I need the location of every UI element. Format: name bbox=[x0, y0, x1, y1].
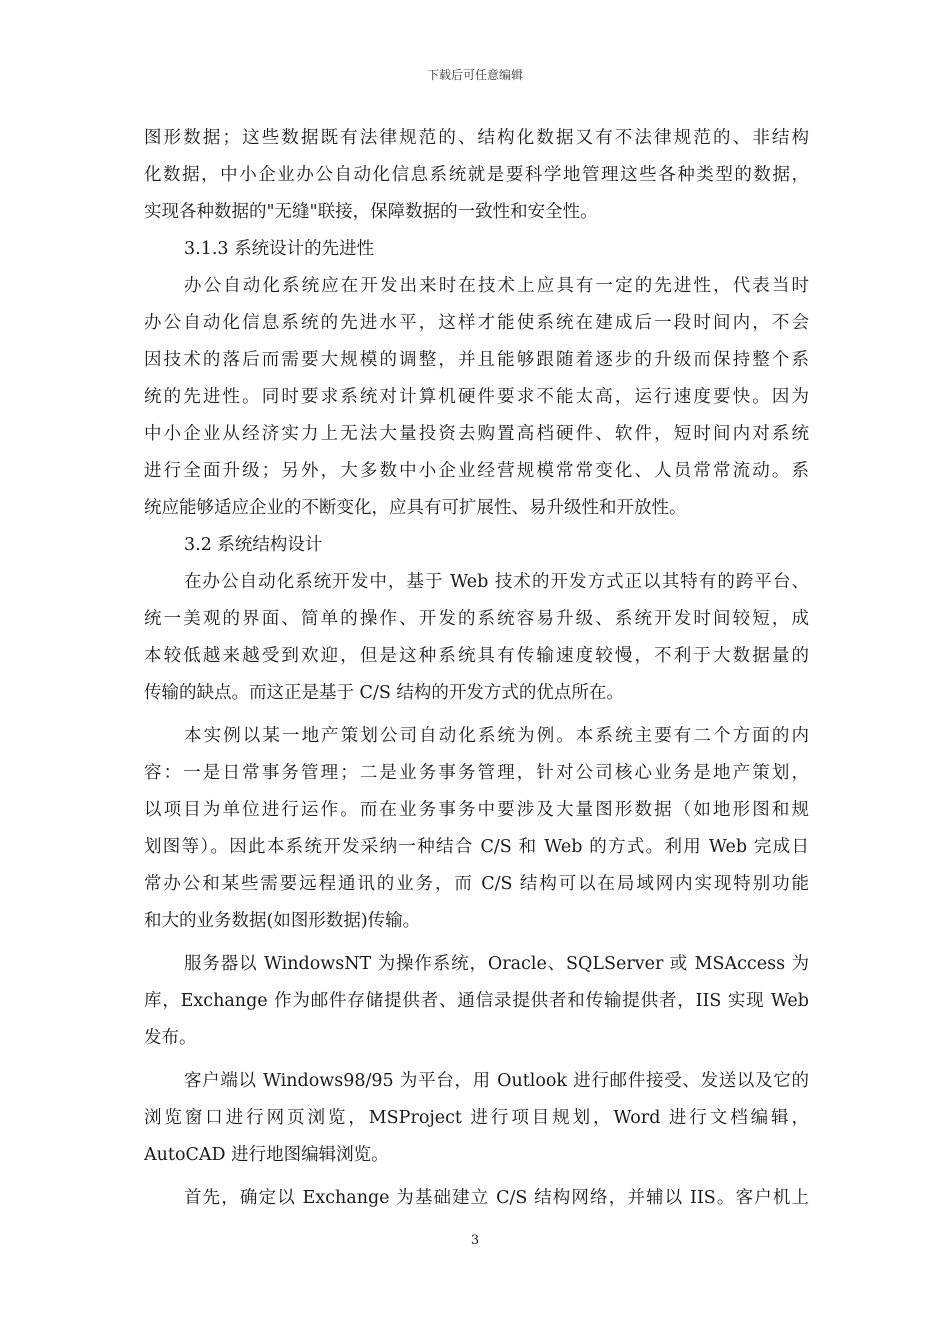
body-line: 容：一是日常事务管理；二是业务事务管理，针对公司核心业务是地产策划， bbox=[144, 763, 809, 783]
body-line: 库，Exchange 作为邮件存储提供者、通信录提供者和传输提供者，IIS 实现 Web bbox=[144, 991, 809, 1011]
body-line: 中小企业从经济实力上无法大量投资去购置高档硬件、软件，短时间内对系统 bbox=[144, 424, 809, 444]
body-line: 化数据，中小企业办公自动化信息系统就是要科学地管理这些各种类型的数据， bbox=[144, 165, 809, 185]
body-line: 本较低越来越受到欢迎，但是这种系统具有传输速度较慢，不利于大数据量的 bbox=[144, 646, 809, 666]
body-line: 传输的缺点。而这正是基于 C/S 结构的开发方式的优点所在。 bbox=[144, 683, 624, 703]
body-line: 在办公自动化系统开发中，基于 Web 技术的开发方式正以其特有的跨平台、 bbox=[184, 572, 809, 592]
body-line: 办公自动化信息系统的先进水平，这样才能使系统在建成后一段时间内，不会 bbox=[144, 313, 809, 333]
body-line: 图形数据；这些数据既有法律规范的、结构化数据又有不法律规范的、非结构 bbox=[144, 128, 809, 148]
body-line: 统的先进性。同时要求系统对计算机硬件要求不能太高，运行速度要快。因为 bbox=[144, 387, 809, 407]
body-line: 和大的业务数据(如图形数据)传输。 bbox=[144, 911, 421, 931]
body-text bbox=[144, 120, 809, 1217]
page-number: 3 bbox=[470, 1233, 480, 1248]
page-header: 下载后可任意编辑 bbox=[426, 68, 523, 82]
body-line: 首先，确定以 Exchange 为基础建立 C/S 结构网络，并辅以 IIS。客户机上 bbox=[184, 1188, 809, 1208]
body-line: 进行全面升级；另外，大多数中小企业经营规模常常变化、人员常常流动。系 bbox=[144, 461, 809, 481]
body-line: 常办公和某些需要远程通讯的业务，而 C/S 结构可以在局域网内实现特别功能 bbox=[144, 874, 809, 894]
body-line: 划图等）。因此本系统开发采纳一种结合 C/S 和 Web 的方式。利用 Web 完成日 bbox=[144, 837, 809, 857]
body-line: 统应能够适应企业的不断变化，应具有可扩展性、易升级性和开放性。 bbox=[144, 498, 687, 518]
section-heading: 3.1.3 系统设计的先进性 bbox=[184, 239, 375, 259]
body-line: 办公自动化系统应在开发出来时在技术上应具有一定的先进性，代表当时 bbox=[184, 276, 809, 296]
body-line: AutoCAD 进行地图编辑浏览。 bbox=[144, 1145, 389, 1165]
body-line: 以项目为单位进行运作。而在业务事务中要涉及大量图形数据（如地形图和规 bbox=[144, 800, 809, 820]
body-line: 客户端以 Windows98/95 为平台，用 Outlook 进行邮件接受、发送以及它的 bbox=[184, 1071, 809, 1091]
body-line: 发布。 bbox=[144, 1028, 197, 1048]
body-line: 实现各种数据的"无缝"联接，保障数据的一致性和安全性。 bbox=[144, 202, 598, 222]
body-line: 服务器以 WindowsNT 为操作系统，Oracle、SQLServer 或 MSAccess 为 bbox=[184, 954, 809, 974]
body-line: 因技术的落后而需要大规模的调整，并且能够跟随着逐步的升级而保持整个系 bbox=[144, 350, 809, 370]
body-line: 浏览窗口进行网页浏览，MSProject 进行项目规划，Word 进行文档编辑， bbox=[144, 1108, 809, 1128]
body-line: 本实例以某一地产策划公司自动化系统为例。本系统主要有二个方面的内 bbox=[184, 726, 809, 746]
body-line: 统一美观的界面、简单的操作、开发的系统容易升级、系统开发时间较短，成 bbox=[144, 609, 809, 629]
section-heading: 3.2 系统结构设计 bbox=[184, 535, 323, 555]
